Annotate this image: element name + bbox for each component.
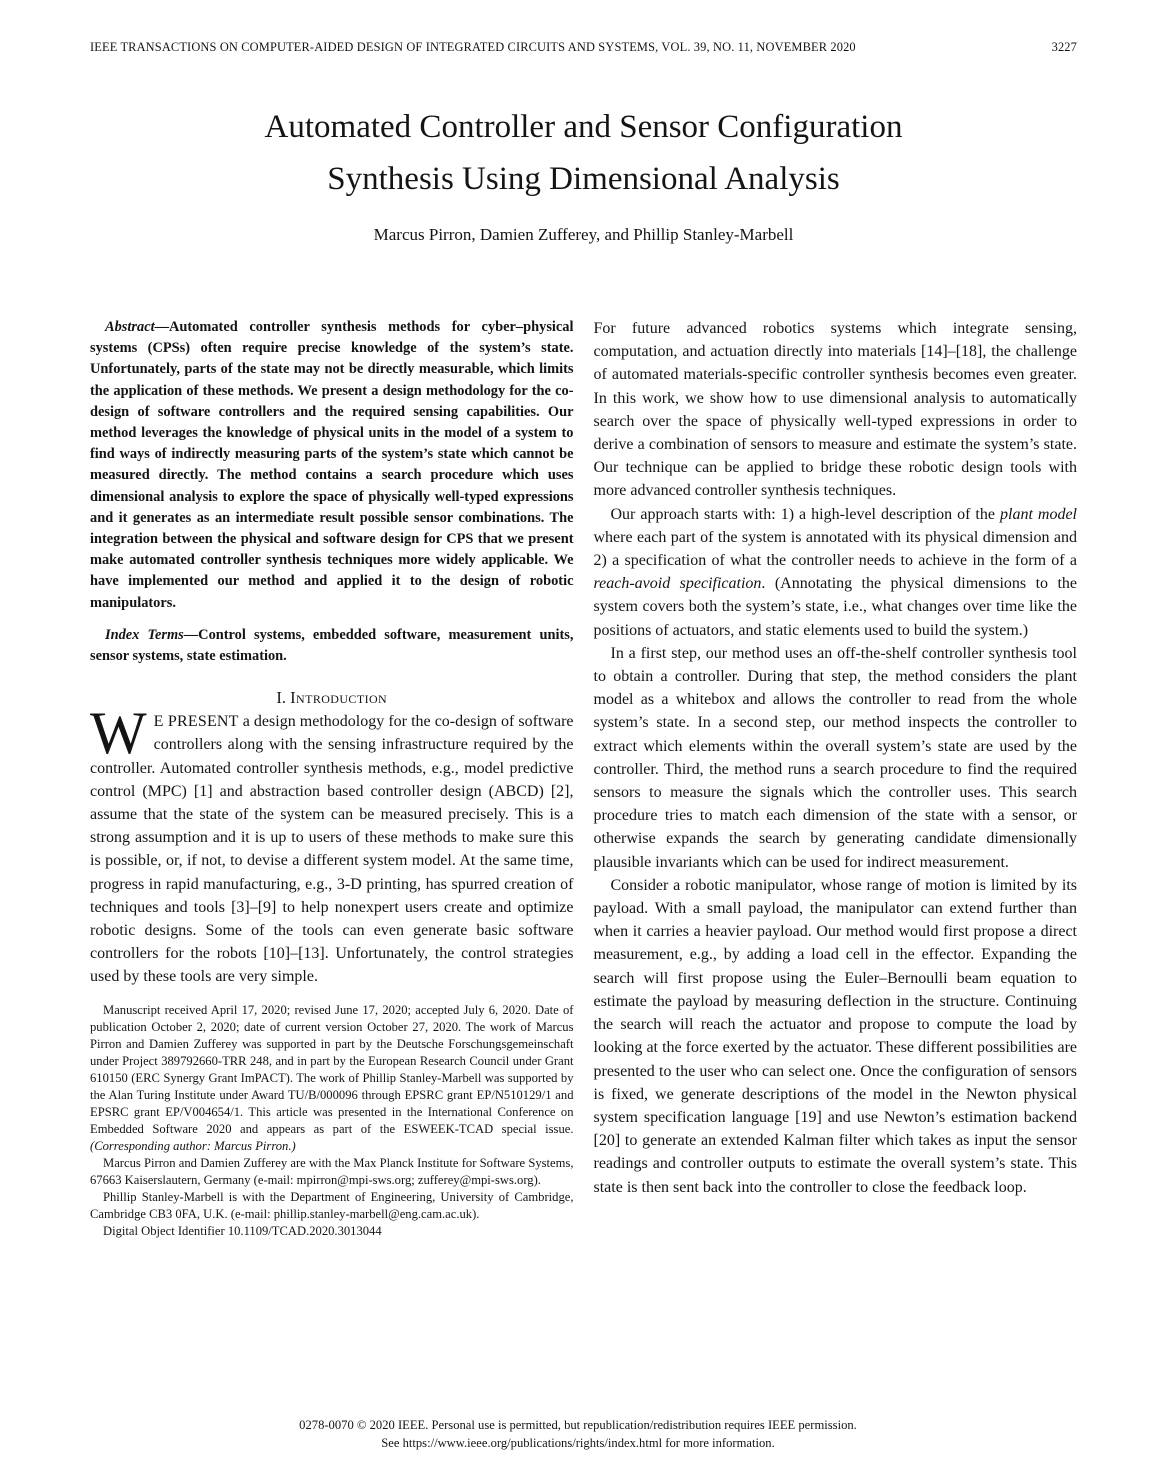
journal-citation: IEEE TRANSACTIONS ON COMPUTER-AIDED DESIGN OF INTEGRATED CIRCUITS AND SYSTEMS, VOL. 39, NO. 11, NOVEMBER 2020 bbox=[90, 40, 856, 54]
body-paragraph-1: For future advanced robotics systems which integrate sensing, computation, and actuation directly into materials [14]–[18], the challenge of automated materials-specific controller synthesis becomes even greater. In this work, we show how to use dimensional analysis to automatically search over the space of physically well-typed expressions in order to derive a combination of sensors to measure and estimate the system’s state. Our technique can be applied to bridge these robotic design tools with more advanced controller synthesis techniques. bbox=[593, 320, 1077, 500]
paper-title-line-1: Automated Controller and Sensor Configuration bbox=[264, 109, 903, 145]
section-name: Introduction bbox=[290, 688, 388, 708]
copyright-line-1: 0278-0070 © 2020 IEEE. Personal use is permitted, but republication/redistribution requires IEEE permission. bbox=[299, 1418, 857, 1432]
running-header bbox=[90, 40, 1077, 55]
copyright-footer bbox=[0, 1416, 1156, 1452]
copyright-line-2: See https://www.ieee.org/publications/rights/index.html for more information. bbox=[381, 1436, 775, 1450]
left-column bbox=[90, 317, 574, 1240]
intro-text: a design methodology for the co-design of software controllers along with the sensing infrastructure required by the controller. Automated controller synthesis methods, e.g., model predictive control (MPC) [1] and abstraction based controller design (ABCD) [2], assume that the state of the system can be measured precisely. This is a strong assumption and it is up to users of these methods to make sure this is possible, or, if not, to devise a different system model. At the same time, progress in rapid manufacturing, e.g., 3-D printing, has spurred creation of techniques and tools [3]–[9] to help nonexpert users create and optimize robotic designs. Some of the tools can even generate basic software controllers for the robots [10]–[13]. Unfortunately, the control strategies used by these tools are very simple. bbox=[90, 713, 574, 986]
intro-lead: E PRESENT bbox=[153, 713, 239, 731]
footnote-manuscript: Manuscript received April 17, 2020; revised June 17, 2020; accepted July 6, 2020. Date of publication October 2, 2020; date of current version October 27, 2020. The work of Marcus Pirron and Damien Zufferey was supported in part by the Deutsche Forschungsgemeinschaft under Project 389792660-TRR 248, and in part by the European Research Council under Grant 610150 (ERC Synergy Grant ImPACT). The work of Phillip Stanley-Marbell was supported by the Alan Turing Institute under Award TU/B/000096 through EPSRC grant EP/N510129/1 and EPSRC grant EP/V004654/1. This article was presented in the International Conference on Embedded Software 2020 and appears as part of the ESWEEK-TCAD special issue. (Corresponding author: Marcus Pirron.) bbox=[90, 1002, 574, 1153]
abstract-section bbox=[90, 317, 574, 614]
first-page-footnotes bbox=[90, 1002, 574, 1240]
paper-title bbox=[90, 101, 1077, 205]
footnote-affiliation-cambridge: Phillip Stanley-Marbell is with the Department of Engineering, University of Cambridge, Cambridge CB3 0FA, U.K. (e-mail: phillip.stanley-marbell@eng.cam.ac.uk). bbox=[90, 1189, 574, 1221]
drop-cap: W bbox=[90, 700, 147, 767]
body-paragraph-3: In a first step, our method uses an off-the-shelf controller synthesis tool to obtain a controller. During that step, the method considers the plant model as a whitebox and allows the controller to read from the whole system’s state. In a second step, our method inspects the controller to extract which elements within the overall system’s state are used by the controller. Third, the method runs a search procedure to find the required sensors to measure the signals which the controller uses. This search procedure tries to match each dimension of the state with a sensor, or otherwise expands the search by generating candidate dimensionally plausible invariants which can be used for indirect measurement. bbox=[593, 644, 1077, 871]
section-number: I. bbox=[276, 688, 287, 708]
index-terms-label: Index Terms bbox=[105, 626, 184, 643]
index-terms-section bbox=[90, 625, 574, 667]
two-column-body bbox=[90, 317, 1077, 1240]
body-paragraph-2: Our approach starts with: 1) a high-level description of the plant model where each part of the system is annotated with its physical dimension and 2) a specification of what the controller needs to achieve in the form of a reach-avoid specification. (Annotating the physical dimensions to the system covers both the system’s state, i.e., what changes over time like the positions of actuators, and static elements used to build the system.) bbox=[593, 505, 1077, 639]
authors-line: Marcus Pirron, Damien Zufferey, and Phillip Stanley-Marbell bbox=[373, 225, 794, 244]
body-paragraph-4: Consider a robotic manipulator, whose range of motion is limited by its payload. With a small payload, the manipulator can extend further than when it carries a heavier payload. Our method would first propose a direct measurement, e.g., by adding a load cell in the effector. Expanding the search will first propose using the Euler–Bernoulli beam equation to estimate the payload by measuring deflection in the structure. Continuing the search will reach the actuator and propose to compute the load by looking at the force exerted by the actuator. These different possibilities are presented to the user who can select one. Once the configuration of sensors is fixed, we generate descriptions of the model in the Newton physical system specification language [19] and use Newton’s estimation backend [20] to generate an extended Kalman filter which takes as input the sensor readings and controller outputs to estimate the overall system’s state. This state is then sent back into the controller to close the feedback loop. bbox=[593, 876, 1077, 1196]
right-column bbox=[594, 317, 1078, 1240]
abstract-paragraph bbox=[90, 317, 574, 614]
footnote-doi: Digital Object Identifier 10.1109/TCAD.2020.3013044 bbox=[103, 1223, 382, 1238]
abstract-text: —Automated controller synthesis methods for cyber–physical systems (CPSs) often require precise knowledge of the system’s state. Unfortunately, parts of the state may not be directly measurable, which limits the application of these methods. We present a design methodology for the co-design of software controllers and the required sensing capabilities. Our method leverages the knowledge of physical units in the model of a system to find ways of indirectly measuring parts of the system’s state which cannot be measured directly. The method contains a search procedure which uses dimensional analysis to explore the space of physically well-typed expressions and it generates as an intermediate result possible sensor combinations. The integration between the physical and software design for CPS that we present make automated controller synthesis techniques more widely applicable. We have implemented our method and applied it to the design of robotic manipulators. bbox=[90, 319, 574, 611]
page-number: 3227 bbox=[1051, 40, 1077, 54]
paper-title-line-2: Synthesis Using Dimensional Analysis bbox=[327, 161, 840, 197]
section-heading-introduction bbox=[90, 688, 574, 708]
index-terms-text: —Control systems, embedded software, measurement units, sensor systems, state estimation. bbox=[90, 626, 574, 665]
index-terms-paragraph bbox=[90, 625, 574, 667]
intro-paragraph bbox=[90, 700, 574, 988]
footnote-affiliation-mpi: Marcus Pirron and Damien Zufferey are with the Max Planck Institute for Software Systems, 67663 Kaiserslautern, Germany (e-mail: mpirron@mpi-sws.org; zufferey@mpi-sws.org). bbox=[90, 1155, 574, 1187]
abstract-label: Abstract bbox=[105, 319, 155, 335]
